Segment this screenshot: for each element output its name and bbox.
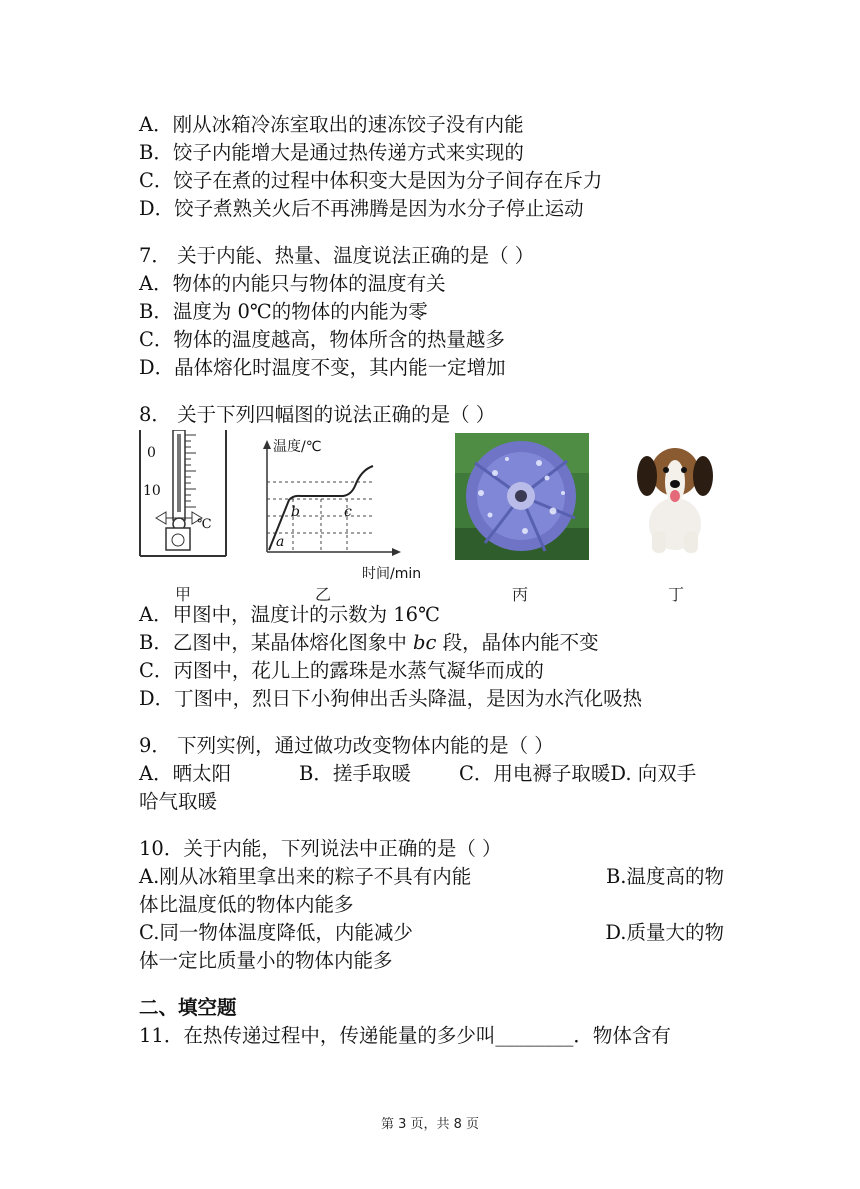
caption-bing: 丙 xyxy=(512,585,529,604)
caption-yi: 乙 xyxy=(315,585,332,604)
puppy-photo xyxy=(632,436,718,554)
caption-ding: 丁 xyxy=(668,585,685,604)
page-footer: 第 3 页，共 8 页 xyxy=(380,1117,480,1132)
thermometer-tick-0: 0 xyxy=(147,445,156,461)
q7-option-a: A．物体的内能只与物体的温度有关 xyxy=(139,272,446,295)
q9-option-cd: C．用电褥子取暖D. 向双手 xyxy=(459,762,697,785)
graph-point-a: a xyxy=(276,534,285,550)
q10-stem: 10．关于内能，下列说法中正确的是（ ） xyxy=(139,837,502,860)
q8-option-a: A．甲图中，温度计的示数为 16℃ xyxy=(139,603,440,626)
graph-y-label: 温度/℃ xyxy=(273,439,322,455)
q10-option-c: C.同一物体温度降低，内能减少 xyxy=(139,921,413,944)
q7-option-c: C．物体的温度越高，物体所含的热量越多 xyxy=(139,328,505,351)
q8-option-b-post: 段，晶体内能不变 xyxy=(436,631,599,654)
q9-option-a: A．晒太阳 xyxy=(139,762,232,785)
q10-option-d: D.质量大的物 xyxy=(605,921,724,944)
thermometer-tick-10: 10 xyxy=(143,483,161,499)
q10-row-ab xyxy=(139,863,724,891)
q10-option-b-cont: 体比温度低的物体内能多 xyxy=(139,893,354,916)
q6-option-b: B．饺子内能增大是通过热传递方式来实现的 xyxy=(139,141,524,164)
q11-text: 11．在热传递过程中，传递能量的多少叫________．物体含有 xyxy=(139,1024,671,1047)
q8-option-b xyxy=(139,629,599,657)
q6-option-c: C．饺子在煮的过程中体积变大是因为分子间存在斥力 xyxy=(139,169,603,192)
q6-option-d: D．饺子煮熟关火后不再沸腾是因为水分子停止运动 xyxy=(139,197,584,220)
graph-x-label: 时间/min xyxy=(362,566,422,582)
q10-option-d-cont: 体一定比质量小的物体内能多 xyxy=(139,949,393,972)
q8-option-b-segment: bc xyxy=(413,631,437,654)
thermometer-unit: ℃ xyxy=(197,517,212,532)
q10-option-b: B.温度高的物 xyxy=(605,865,724,888)
q8-option-b-pre: B．乙图中，某晶体熔化图象中 xyxy=(139,631,414,654)
caption-jia: 甲 xyxy=(175,585,192,604)
q10-row-cd xyxy=(139,919,724,947)
q9-option-b: B．搓手取暖 xyxy=(299,762,411,785)
q8-stem: 8． 关于下列四幅图的说法正确的是（ ） xyxy=(139,403,496,426)
q6-option-a: A．刚从冰箱冷冻室取出的速冻饺子没有内能 xyxy=(139,113,524,136)
q9-option-d-cont: 哈气取暖 xyxy=(139,790,218,813)
q7-option-b: B．温度为 0℃的物体的内能为零 xyxy=(139,300,428,323)
q7-option-d: D．晶体熔化时温度不变，其内能一定增加 xyxy=(139,356,506,379)
flower-dew-photo xyxy=(455,433,589,560)
section-heading: 二、填空题 xyxy=(139,996,237,1019)
q8-option-d: D．丁图中，烈日下小狗伸出舌头降温，是因为水汽化吸热 xyxy=(139,687,643,710)
q10-option-a: A.刚从冰箱里拿出来的粽子不具有内能 xyxy=(139,865,472,888)
graph-point-b: b xyxy=(291,504,300,520)
q8-option-c: C．丙图中，花儿上的露珠是水蒸气凝华而成的 xyxy=(139,659,544,682)
q7-stem: 7． 关于内能、热量、温度说法正确的是（ ） xyxy=(139,244,535,267)
q9-stem: 9． 下列实例，通过做功改变物体内能的是（ ） xyxy=(139,734,554,757)
graph-point-c: c xyxy=(344,504,352,520)
